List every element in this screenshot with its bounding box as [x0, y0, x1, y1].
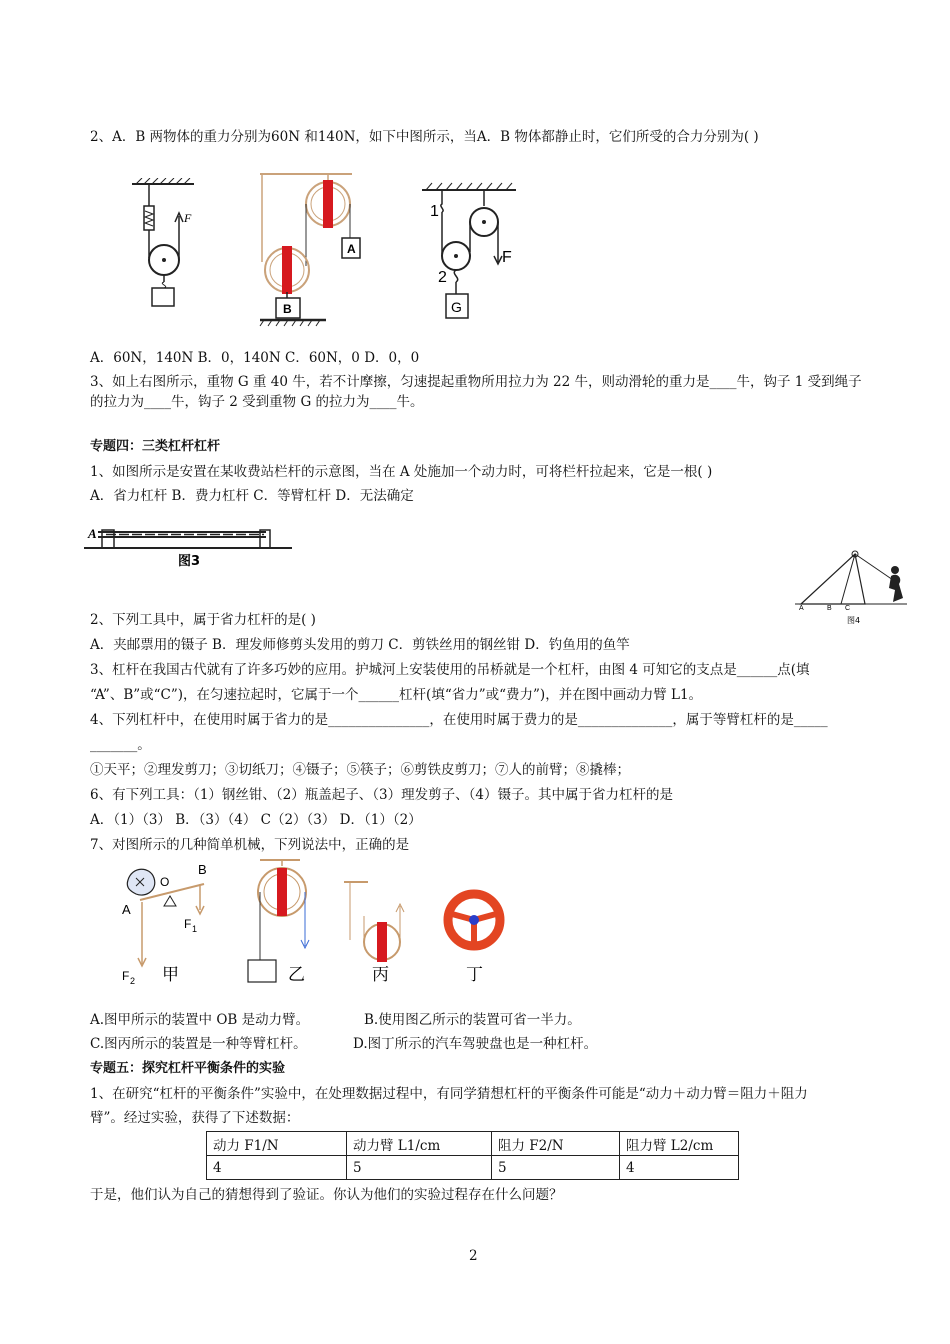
- topic4-q2-stem: 2、下列工具中，属于省力杠杆的是( ): [90, 612, 316, 628]
- q2-stem: 2、A．B 两物体的重力分别为60N 和140N，如下中图所示，当A．B 物体都静止时，它们所受的合力分别为( ): [90, 129, 759, 145]
- weight-g-label: G: [451, 299, 462, 315]
- label-f1: F: [184, 917, 192, 931]
- topic4-q4-line1: 4、下列杠杆中，在使用时属于省力的是_______________，在使用时属于费力的是______________，属于等臂杠杆的是_____: [90, 712, 828, 728]
- table-row: [207, 1156, 739, 1180]
- force-label-right: F: [502, 249, 512, 266]
- lever-data-table: [206, 1131, 739, 1180]
- pivot-a-label: A: [799, 605, 804, 612]
- topic4-title: 专题四：三类杠杆杠杆: [90, 439, 221, 454]
- topic4-q7-option-b: B.使用图乙所示的装置可省一半力。: [364, 1012, 581, 1028]
- pivot-c-label: C: [845, 605, 851, 612]
- label-f1-sub: 1: [192, 924, 198, 934]
- force-label-f: F: [184, 211, 192, 225]
- label-jia: 甲: [162, 965, 179, 985]
- pulley-figure-middle: [256, 170, 368, 328]
- block-a-label: A: [347, 242, 356, 256]
- table-header-cell: 动力 F1/N: [207, 1132, 347, 1156]
- table-cell: 4: [620, 1156, 739, 1180]
- topic4-q1-options: A．省力杠杆 B．费力杠杆 C．等臂杠杆 D．无法确定: [90, 488, 414, 504]
- label-f2-sub: 2: [130, 976, 136, 986]
- pulley-figure-right: [416, 182, 524, 328]
- barrier-figure-3: [84, 520, 292, 572]
- label-yi: 乙: [288, 965, 305, 985]
- label-b: B: [198, 862, 207, 877]
- table-cell: 5: [347, 1156, 492, 1180]
- topic4-q4-items: ①天平；②理发剪刀；③切纸刀；④镊子；⑤筷子；⑥剪铁皮剪刀；⑦人的前臂；⑧撬棒；: [90, 762, 630, 778]
- pivot-b-label: B: [827, 605, 832, 612]
- table-header-cell: 阻力 F2/N: [492, 1132, 620, 1156]
- drawbridge-figure-4: [795, 546, 910, 626]
- table-cell: 5: [492, 1156, 620, 1180]
- table-header-cell: 动力臂 L1/cm: [347, 1132, 492, 1156]
- q3-line2: 的拉力为____牛，钩子 2 受到重物 G 的拉力为____牛。: [90, 394, 424, 410]
- q2-options: A．60N，140N B．0，140N C．60N，0 D．0，0: [90, 350, 420, 366]
- figure-3-caption: 图3: [178, 554, 201, 569]
- hook-2-label: 2: [438, 269, 447, 286]
- topic4-q7-stem: 7、对图所示的几种简单机械，下列说法中，正确的是: [90, 837, 410, 853]
- topic4-q7-option-c: C.图丙所示的装置是一种等臂杠杆。: [90, 1036, 307, 1052]
- topic4-q1-stem: 1、如图所示是安置在某收费站栏杆的示意图，当在 A 处施加一个动力时，可将栏杆拉起来，它是一根( ): [90, 464, 713, 480]
- block-b-label: B: [283, 302, 292, 316]
- topic4-q2-options: A．夹邮票用的镊子 B．理发师修剪头发用的剪刀 C．剪铁丝用的钢丝钳 D．钓鱼用的鱼竿: [90, 637, 630, 653]
- table-header-cell: 阻力臂 L2/cm: [620, 1132, 739, 1156]
- table-cell: 4: [207, 1156, 347, 1180]
- topic4-q4-line2: _______。: [90, 737, 151, 753]
- label-o: O: [160, 875, 170, 889]
- topic5-title: 专题五：探究杠杆平衡条件的实验: [90, 1061, 286, 1076]
- hook-1-label: 1: [430, 203, 439, 220]
- topic5-conclusion: 于是，他们认为自己的猜想得到了验证。你认为他们的实验过程存在什么问题？: [90, 1187, 563, 1203]
- simple-machines-figure: [118, 856, 518, 994]
- topic4-q7-option-d: D.图丁所示的汽车驾驶盘也是一种杠杆。: [353, 1036, 598, 1052]
- label-ding: 丁: [466, 965, 483, 985]
- label-f2: F: [122, 969, 130, 983]
- topic4-q6-stem: 6、有下列工具：（1）钢丝钳、（2）瓶盖起子、（3）理发剪子、（4）镊子。其中属于省力杠杆的是: [90, 787, 673, 803]
- q3-line1: 3、如上右图所示，重物 G 重 40 牛，若不计摩擦，匀速提起重物所用拉力为 22 牛，则动滑轮的重力是____牛，钩子 1 受到绳子: [90, 374, 862, 390]
- table-header-row: [207, 1132, 739, 1156]
- topic4-q7-option-a: A.图甲所示的装置中 OB 是动力臂。: [90, 1012, 310, 1028]
- topic4-q6-options: A．（1）（3） B．（3）（4） C（2）（3） D．（1）（2）: [90, 812, 422, 828]
- topic4-q3-line2: “A”、B”或“C”)，在匀速拉起时，它属于一个______杠杆(填“省力”或“费力”)，并在图中画动力臂 L1。: [90, 687, 703, 703]
- topic5-q1-line1: 1、在研究“杠杆的平衡条件”实验中，在处理数据过程中，有同学猜想杠杆的平衡条件可能是“动力＋动力臂＝阻力＋阻力: [90, 1086, 808, 1102]
- label-bing: 丙: [372, 965, 389, 985]
- figure-4-caption: 图4: [847, 616, 861, 625]
- topic4-q3-line1: 3、杠杆在我国古代就有了许多巧妙的应用。护城河上安装使用的吊桥就是一个杠杆，由图 4 可知它的支点是______点(填: [90, 662, 810, 678]
- barrier-a-label: A: [88, 526, 97, 541]
- topic5-q1-line2: 臂”。经过实验，获得了下述数据：: [90, 1110, 300, 1126]
- label-a: A: [122, 902, 131, 917]
- page-number: 2: [469, 1248, 478, 1264]
- pulley-figure-left: [128, 178, 203, 318]
